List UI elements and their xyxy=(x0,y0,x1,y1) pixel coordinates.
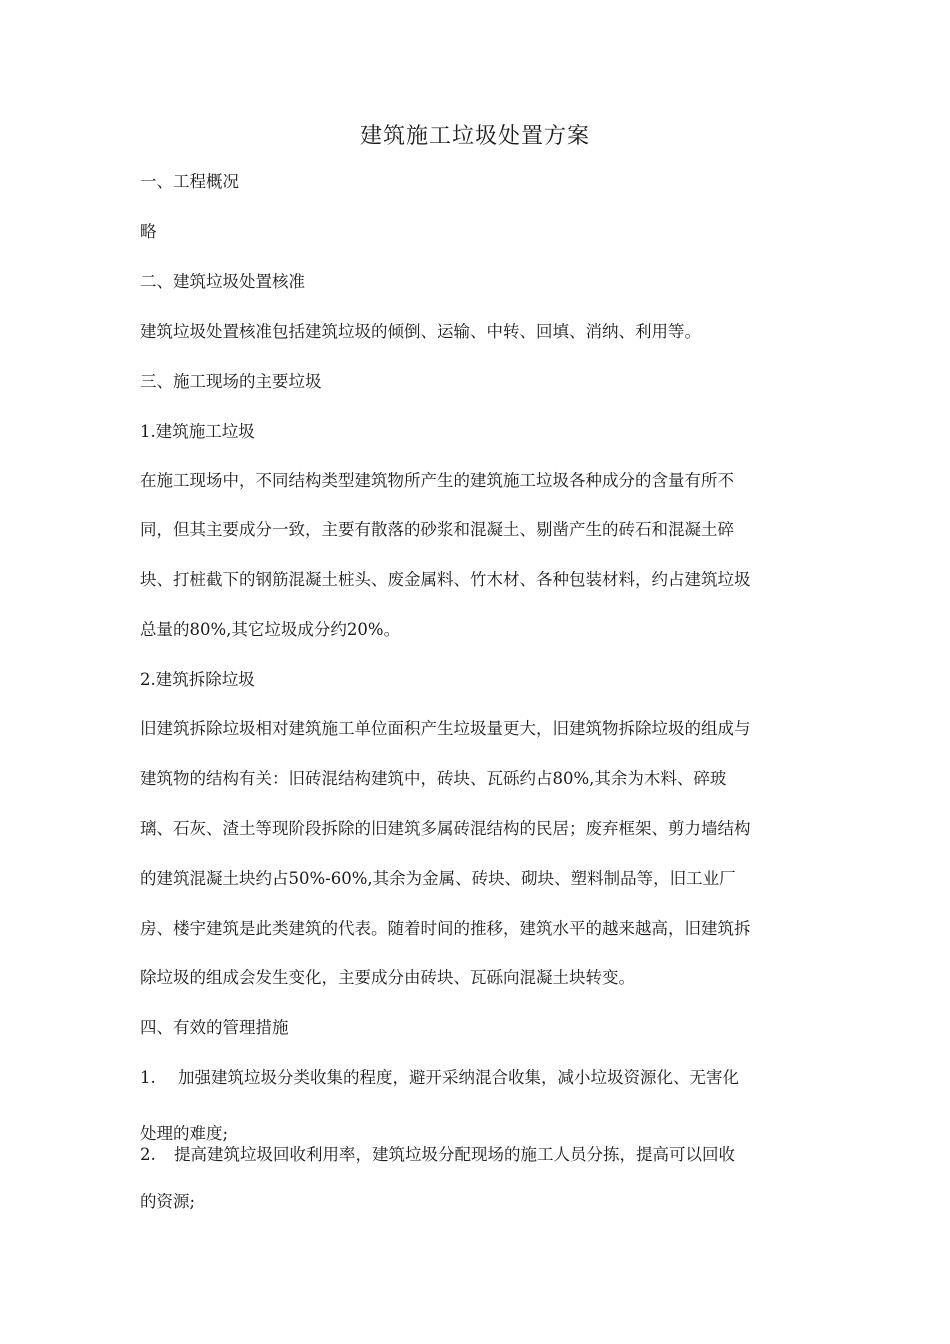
list-item-measure-2 xyxy=(140,1143,830,1167)
paragraph-demolition-waste-line: 房、楼宇建筑是此类建筑的代表。随着时间的推移，建筑水平的越来越高，旧建筑拆 xyxy=(140,919,751,938)
section-body-approval: 建筑垃圾处置核准包括建筑垃圾的倾倒、运输、中转、回填、消纳、利用等。 xyxy=(140,322,701,341)
list-item-number: 2. xyxy=(140,1145,156,1164)
paragraph-demolition-waste-line: 的建筑混凝土块约占50%-60%,其余为金属、砖块、砌块、塑料制品等，旧工业厂 xyxy=(140,869,736,888)
document-title: 建筑施工垃圾处置方案 xyxy=(359,124,590,149)
list-item-text: 加强建筑垃圾分类收集的程度，避开采纳混合收集，减小垃圾资源化、无害化 xyxy=(178,1068,739,1087)
subheading-construction-waste: 1.建筑施工垃圾 xyxy=(140,422,255,441)
paragraph-demolition-waste-line: 建筑物的结构有关：旧砖混结构建筑中，砖块、瓦砾约占80%,其余为木料、碎玻 xyxy=(140,769,727,788)
paragraph-demolition-waste-line: 除垃圾的组成会发生变化，主要成分由砖块、瓦砾向混凝土块转变。 xyxy=(140,968,635,987)
section-heading-main-waste: 三、施工现场的主要垃圾 xyxy=(140,372,322,391)
section-heading-approval: 二、建筑垃圾处置核准 xyxy=(140,272,305,291)
paragraph-construction-waste-line: 总量的80%,其它垃圾成分约20%。 xyxy=(140,620,401,639)
list-item-continuation: 的资源; xyxy=(140,1192,196,1211)
section-heading-overview: 一、工程概况 xyxy=(140,172,239,191)
list-item-number: 1. xyxy=(140,1068,156,1087)
list-item-text: 提高建筑垃圾回收利用率，建筑垃圾分配现场的施工人员分拣，提高可以回收 xyxy=(174,1145,735,1164)
list-item-measure-1 xyxy=(140,1066,830,1090)
subheading-demolition-waste: 2.建筑拆除垃圾 xyxy=(140,670,255,689)
list-item-continuation: 处理的难度; xyxy=(140,1124,229,1143)
paragraph-construction-waste-line: 同，但其主要成分一致，主要有散落的砂浆和混凝土、剔凿产生的砖石和混凝土碎 xyxy=(140,520,734,539)
paragraph-demolition-waste-line: 旧建筑拆除垃圾相对建筑施工单位面积产生垃圾量更大，旧建筑物拆除垃圾的组成与 xyxy=(140,719,751,738)
paragraph-construction-waste-line: 块、打桩截下的钢筋混凝土桩头、废金属料、竹木材、各种包装材料，约占建筑垃圾 xyxy=(140,570,751,589)
section-body-overview: 略 xyxy=(140,222,157,241)
paragraph-demolition-waste-line: 璃、石灰、渣土等现阶段拆除的旧建筑多属砖混结构的民居；废弃框架、剪力墙结构 xyxy=(140,819,751,838)
paragraph-construction-waste-line: 在施工现场中，不同结构类型建筑物所产生的建筑施工垃圾各种成分的含量有所不 xyxy=(140,471,734,490)
section-heading-measures: 四、有效的管理措施 xyxy=(140,1018,289,1037)
